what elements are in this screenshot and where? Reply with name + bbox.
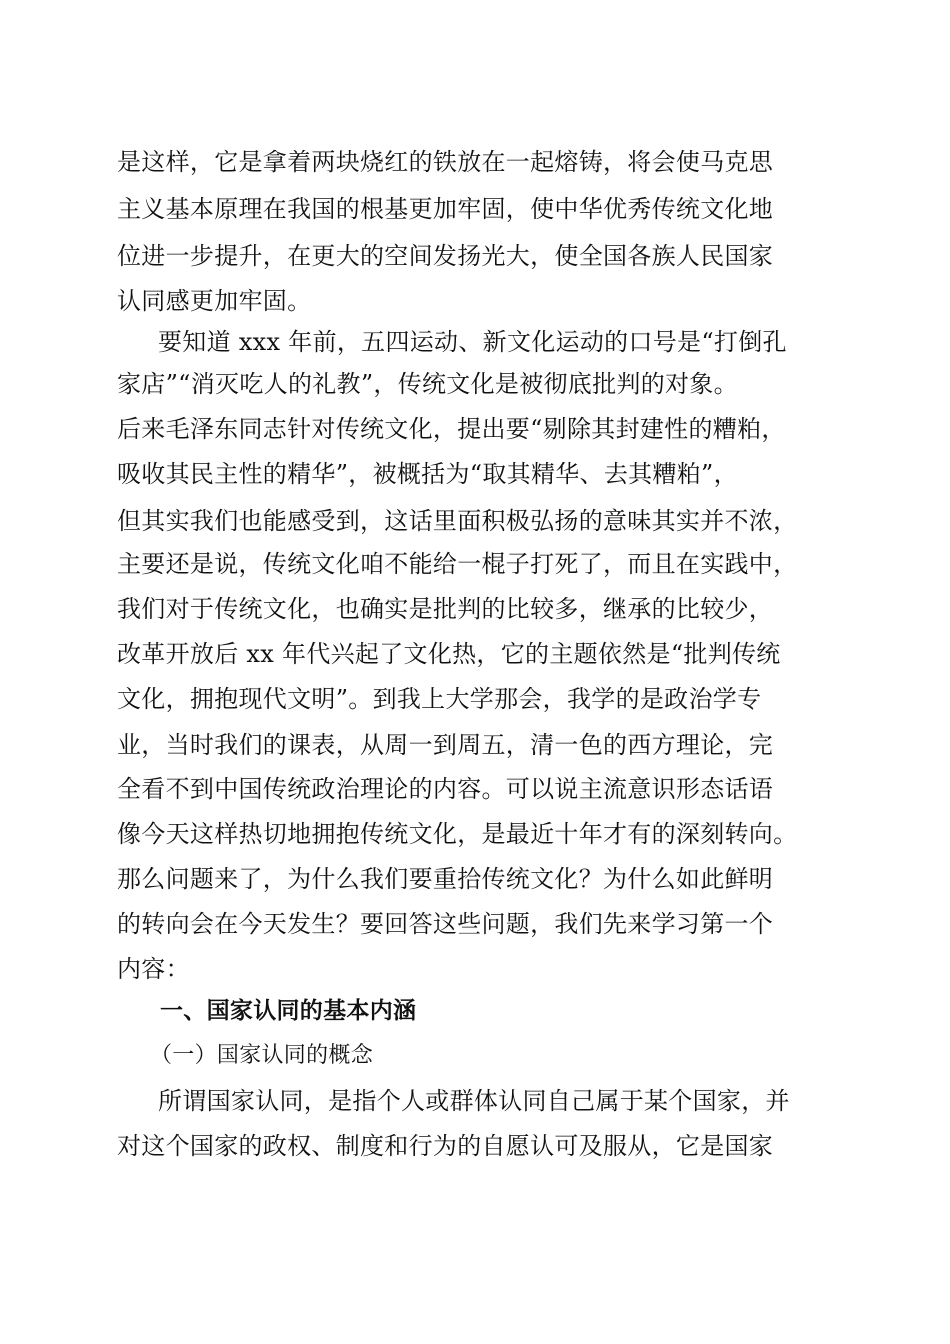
text-line: 我们对于传统文化，也确实是批判的比较多，继承的比较少， xyxy=(117,595,774,623)
text-line: 所谓国家认同，是指个人或群体认同自己属于某个国家，并 xyxy=(158,1087,790,1115)
text-line: 改革开放后 xx 年代兴起了文化热，它的主题依然是“批判传统 xyxy=(117,640,781,668)
text-line: 内容： xyxy=(117,955,190,983)
text-line: 全看不到中国传统政治理论的内容。可以说主流意识形态话语 xyxy=(117,775,774,803)
text-line: 位进一步提升，在更大的空间发扬光大，使全国各族人民国家 xyxy=(117,242,774,270)
text-line: 要知道 xxx 年前，五四运动、新文化运动的口号是“打倒孔 xyxy=(158,328,787,356)
text-line: 认同感更加牢固。 xyxy=(117,287,312,315)
text-line: 后来毛泽东同志针对传统文化，提出要“剔除其封建性的糟粕， xyxy=(117,415,786,443)
text-line: 的转向会在今天发生？要回答这些问题，我们先来学习第一个 xyxy=(117,910,774,938)
text-line: 是这样，它是拿着两块烧红的铁放在一起熔铸，将会使马克思 xyxy=(117,148,774,176)
subsection-heading: （一）国家认同的概念 xyxy=(150,1043,374,1068)
text-line: 但其实我们也能感受到，这话里面积极弘扬的意味其实并不浓， xyxy=(117,507,798,535)
text-line: 对这个国家的政权、制度和行为的自愿认可及服从，它是国家 xyxy=(117,1132,774,1160)
text-line: 那么问题来了，为什么我们要重拾传统文化？为什么如此鲜明 xyxy=(117,865,774,893)
section-heading: 一、国家认同的基本内涵 xyxy=(160,998,417,1024)
text-line: 吸收其民主性的精华”，被概括为“取其精华、去其糟粕”， xyxy=(117,460,738,488)
text-line: 文化，拥抱现代文明”。到我上大学那会，我学的是政治学专 xyxy=(117,685,762,713)
text-line: 家店”“消灭吃人的礼教”，传统文化是被彻底批判的对象。 xyxy=(117,370,738,398)
text-line: 主义基本原理在我国的根基更加牢固，使中华优秀传统文化地 xyxy=(117,195,774,223)
text-line: 业，当时我们的课表，从周一到周五，清一色的西方理论，完 xyxy=(117,731,774,759)
text-line: 主要还是说，传统文化咱不能给一棍子打死了，而且在实践中， xyxy=(117,550,798,578)
text-line: 像今天这样热切地拥抱传统文化，是最近十年才有的深刻转向。 xyxy=(117,820,798,848)
